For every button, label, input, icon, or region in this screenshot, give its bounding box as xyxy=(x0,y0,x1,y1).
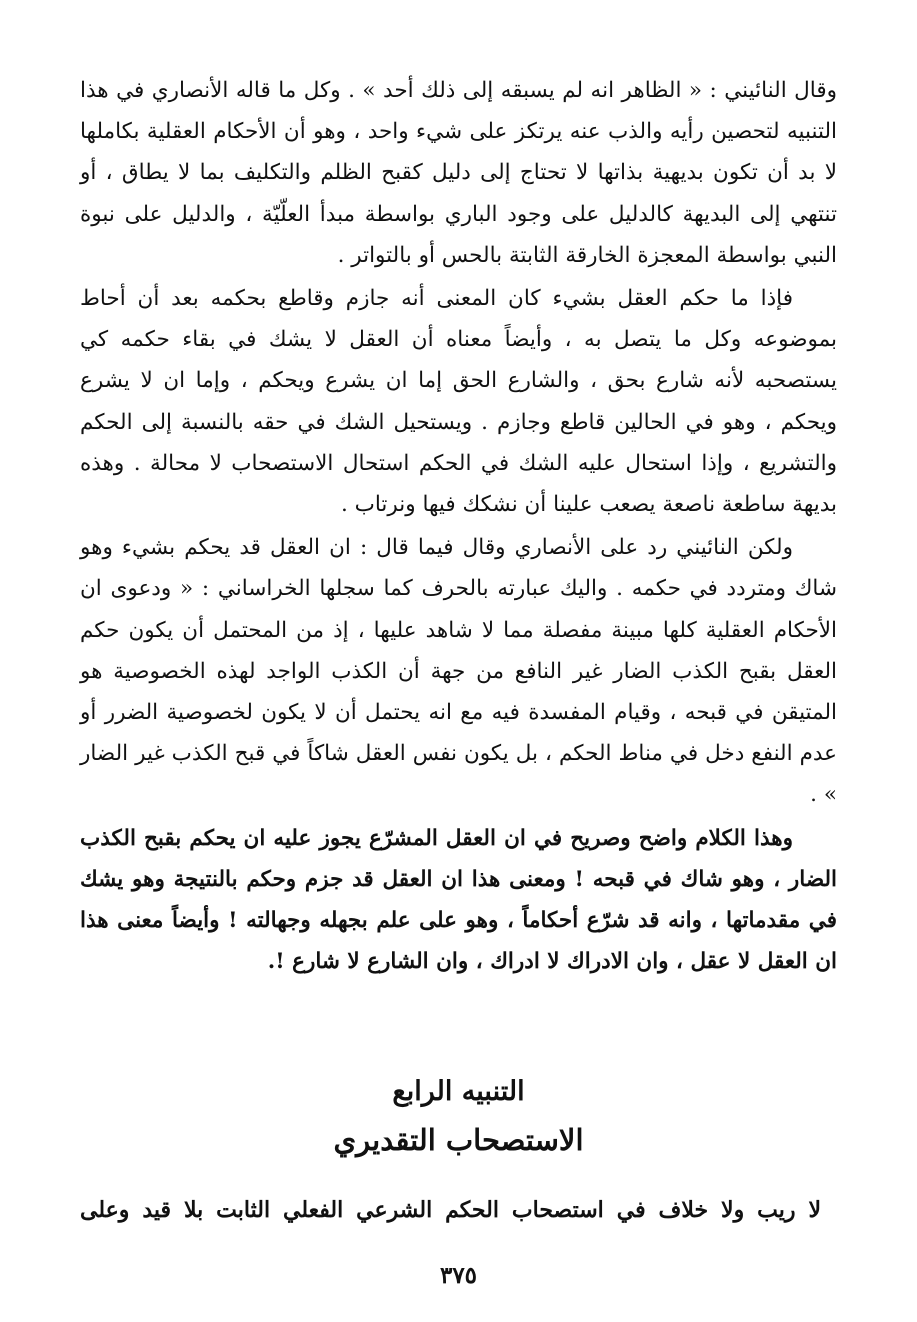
body-text xyxy=(80,70,837,982)
section-subtitle: الاستصحاب التقديري xyxy=(333,1123,584,1157)
paragraph-5: لا ريب ولا خلاف في استصحاب الحكم الشرعي الفعلي الثابت بلا قيد وعلى xyxy=(80,1197,821,1223)
paragraph-1: وقال النائيني : « الظاهر انه لم يسبقه إلى ذلك أحد » . وكل ما قاله الأنصاري في هذا التنبيه لتحصين رأيه والذب عنه يرتكز على شيء واحد ، وهو أن الأحكام العقلية بكاملها لا بد أن تكون بديهية بذاتها لا تحتاج إلى دليل كقبح الظلم والتكليف بما لا يطاق ، أو تنتهي إلى البديهة كالدليل على وجود الباري بواسطة مبدأ العلّيّة ، والدليل على نبوة النبي بواسطة المعجزة الخارقة الثابتة بالحس أو بالتواتر . xyxy=(80,78,837,268)
paragraph-4: وهذا الكلام واضح وصريح في ان العقل المشرّع يجوز عليه ان يحكم بقبح الكذب الضار ، وهو شاك في قبحه ! ومعنى هذا ان العقل قد جزم وحكم بالنتيجة وهو يشك في مقدماتها ، وانه قد شرّع أحكاماً ، وهو على علم بجهله وجهالته ! وأيضاً معنى هذا ان العقل لا عقل ، وان الادراك لا ادراك ، وان الشارع لا شارع !. xyxy=(80,825,837,975)
page-number: ٣٧٥ xyxy=(439,1262,478,1289)
section-heading xyxy=(80,1068,837,1164)
paragraph-3: ولكن النائيني رد على الأنصاري وقال فيما قال : ان العقل قد يحكم بشيء وهو شاك ومتردد في حكمه . واليك عبارته بالحرف كما سجلها الخراساني : « ودعوى ان الأحكام العقلية كلها مبينة مفصلة مما لا شاهد عليها ، إذ من المحتمل أن يكون حكم العقل بقبح الكذب الضار غير النافع من جهة أن الكذب الواجد لهذه الخصوصية هو المتيقن في قبحه ، وقيام المفسدة فيه مع انه يحتمل أن لا يكون لخصوصية الضرر أو عدم النفع دخل في مناط الحكم ، بل يكون نفس العقل شاكاً في قبح الكذب غير الضار » . xyxy=(80,535,838,808)
section-title: التنبيه الرابع xyxy=(392,1076,525,1107)
paragraph-2: فإذا ما حكم العقل بشيء كان المعنى أنه جازم وقاطع بحكمه بعد أن أحاط بموضوعه وكل ما يتصل به ، وأيضاً معناه أن العقل لا يشك في بقاء حكمه كي يستصحبه لأنه شارع بحق ، والشارع الحق إما ان يشرع ويحكم ، وإما ان لا يشرع ويحكم ، وهو في الحالين قاطع وجازم . ويستحيل الشك في حقه بالنسبة إلى الحكم والتشريع ، وإذا استحال عليه الشك في الحكم استحال الاستصحاب لا محالة . وهذه بديهة ساطعة ناصعة يصعب علينا أن نشكك فيها ونرتاب . xyxy=(80,286,837,518)
